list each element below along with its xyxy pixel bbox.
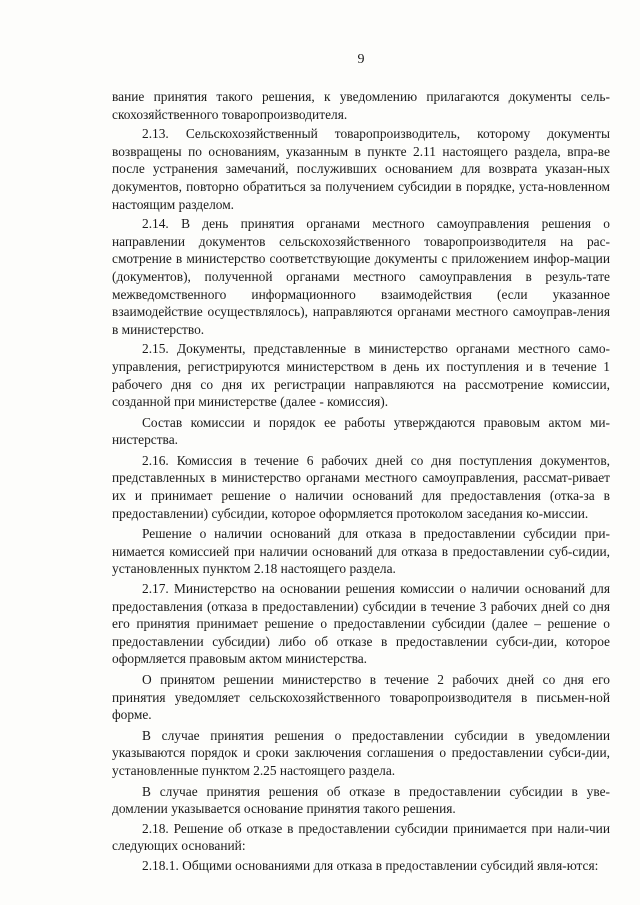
paragraph: 2.16. Комиссия в течение 6 рабочих дней со дня поступления документов, представленных в министерство органами местного самоуправления, рассмат-ривает их и принимает решение о наличии оснований для предоставления (отка-за в предоставлении) субсидии, которое оформляется протоколом заседания ко-миссии.: [112, 452, 610, 521]
paragraph: Решение о наличии оснований для отказа в предоставлении субсидии при-нимается комиссией при наличии оснований для отказа в предоставлении суб-сидии, установленных пунктом 2.18 настоящего раздела.: [112, 526, 610, 577]
paragraph: 2.18. Решение об отказе в предоставлении субсидии принимается при нали-чии следующих оснований:: [112, 820, 610, 854]
paragraph: Состав комиссии и порядок ее работы утверждаются правовым актом ми-нистерства.: [112, 414, 610, 448]
paragraph: В случае принятия решения об отказе в предоставлении субсидии в уве-домлении указывается основание принятия такого решения.: [112, 783, 610, 817]
paragraph: 2.15. Документы, представленные в министерство органами местного само-управления, регистрируются министерством в день их поступления и в течение 1 рабочего дня со дня их регистрации направляются на рассмотрение комиссии, созданной при министерстве (далее - комиссия).: [112, 341, 610, 410]
paragraph: 2.18.1. Общими основаниями для отказа в предоставлении субсидий явля-ются:: [142, 857, 599, 873]
paragraph: 2.14. В день принятия органами местного самоуправления решения о направлении документов сельскохозяйственного товаропроизводителя на рас-смотрение в министерство соответствующие документы с приложением инфор-мации (документов), полученной органами местного самоуправления в резуль-тате межведомственного информационного взаимодействия (если указанное взаимодействие осуществлялось), направляются органами местного самоуправ-ления в министерство.: [112, 216, 610, 337]
paragraph: 2.17. Министерство на основании решения комиссии о наличии оснований для предоставления (отказа в предоставлении) субсидии в течение 3 рабочих дней со дня его принятия принимает решение о предоставлении субсидии (далее – решение о предоставлении субсидии) либо об отказе в предоставлении субси-дии, которое оформляется правовым актом министерства.: [112, 581, 610, 667]
paragraph: 2.13. Сельскохозяйственный товаропроизводитель, которому документы возвращены по основаниям, указанным в пункте 2.11 настоящего раздела, впра-ве после устранения замечаний, послуживших основанием для возврата указан-ных документов, повторно обратиться за получением субсидии в порядке, уста-новленном настоящим разделом.: [112, 126, 610, 212]
paragraph: О принятом решении министерство в течение 2 рабочих дней со дня его принятия уведомляет сельскохозяйственного товаропроизводителя в письмен-ной форме.: [112, 672, 610, 723]
paragraph: В случае принятия решения о предоставлении субсидии в уведомлении указываются порядок и сроки заключения соглашения о предоставлении субси-дии, установленные пунктом 2.25 настоящего раздела.: [112, 727, 610, 778]
page-number: 9: [357, 52, 365, 67]
paragraph: вание принятия такого решения, к уведомлению прилагаются документы сель-скохозяйственного товаропроизводителя.: [112, 89, 610, 122]
